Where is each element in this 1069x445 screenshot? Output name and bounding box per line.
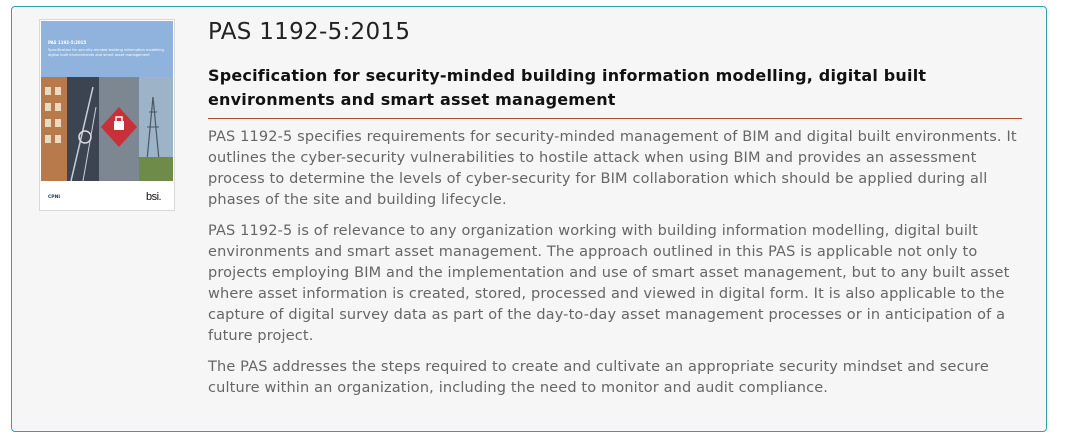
publication-card <box>11 6 1047 432</box>
cover-code: PAS 1192-5:2015 <box>48 40 87 45</box>
standard-code: PAS 1192-5:2015 <box>208 19 411 45</box>
standard-title: Specification for security-minded building information modelling, digital built environments and smart asset management <box>208 66 927 109</box>
cpni-logo: CPNI <box>48 195 61 200</box>
description-paragraph: PAS 1192-5 specifies requirements for security-minded management of BIM and digital built environments. It outlines the cyber-security vulnerabilities to hostile attack when using BIM and provides an assessment process to determine the levels of cyber-security for BIM collaboration which should be applied during all phases of the site and building lifecycle. <box>208 129 1017 208</box>
cover-subtitle: Specification for security-minded building information modelling, digital built environments and smart asset management <box>48 48 165 57</box>
cover-photo <box>41 77 173 181</box>
description-paragraph: PAS 1192-5 is of relevance to any organization working with building information modelling, digital built environments and smart asset management. The approach outlined in this PAS is applicable not only to projects employing BIM and the implementation and use of smart asset management, but to any built asset where asset information is created, stored, processed and viewed in digital form. It is also applicable to the capture of digital survey data as part of the day-to-day asset management processes or in anticipation of a future project. <box>208 223 1010 344</box>
description <box>208 127 1028 409</box>
description-paragraph: The PAS addresses the steps required to create and cultivate an appropriate security mindset and secure culture within an organization, including the need to monitor and audit compliance. <box>208 359 989 396</box>
bsi-logo: bsi. <box>146 191 162 203</box>
cover-image[interactable] <box>39 19 175 211</box>
title-divider <box>208 118 1022 119</box>
